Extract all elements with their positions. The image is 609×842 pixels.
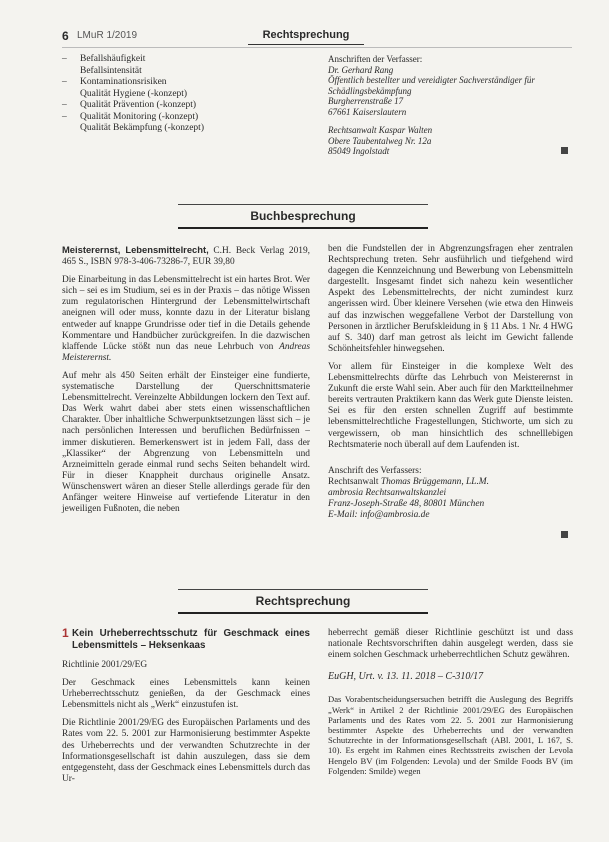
criteria-list-item	[62, 89, 302, 101]
address-line: E-Mail: info@ambrosia.de	[328, 510, 430, 521]
review-column-left	[62, 244, 310, 522]
page-top-rule	[62, 47, 572, 48]
reviewer-address	[328, 488, 573, 521]
case-leitsatz: Der Geschmack eines Lebensmittels kann keinen Urheberrechtsschutz genießen, da der Geschmack eines Lebensmittels nicht als „Werk“ einzustufen ist.	[62, 678, 310, 711]
address-heading: Anschriften der Verfasser:	[328, 54, 423, 64]
authors-address-block	[328, 54, 573, 157]
end-mark-icon	[561, 147, 568, 154]
list-dash: –	[62, 54, 67, 64]
case-heading	[62, 628, 310, 651]
running-section-title: Rechtsprechung	[262, 29, 350, 41]
list-dash	[62, 89, 80, 101]
criteria-list	[62, 54, 302, 135]
list-item-text: Qualität Prävention (-konzept)	[80, 100, 197, 110]
list-item-text: Qualität Bekämpfung (-konzept)	[80, 123, 204, 133]
criteria-list-item	[62, 112, 302, 124]
case-body-continued: heberrecht gemäß dieser Richtlinie geschützt ist und dass nationale Rechtsvorschriften dahin ausgelegt werden, dass sie einem solchen Geschmack urheberrechtlichen Schutz gewähren.	[328, 628, 573, 661]
reviewer-address-heading: Anschrift des Verfassers:	[328, 465, 422, 476]
list-dash: –	[62, 100, 67, 110]
address-line: 67661 Kaiserslautern	[328, 106, 407, 117]
address-author-1	[328, 65, 573, 118]
list-dash: –	[62, 111, 67, 122]
section-rule-bottom	[178, 227, 428, 229]
criteria-list-item	[62, 123, 302, 135]
page-number: 6	[62, 29, 69, 43]
address-line: Burgherrenstraße 17	[328, 96, 404, 106]
address-line: Dr. Gerhard Rang	[328, 64, 394, 75]
section-rule-top	[178, 204, 428, 205]
review-column-right	[328, 244, 573, 521]
criteria-list-item	[62, 77, 302, 89]
list-item-text: Qualität Hygiene (-konzept)	[80, 88, 188, 99]
review-paragraph-3: ben die Fundstellen der in Abgrenzungsfragen eher zentralen Rechtsprechung treten. Sehr ausführlich und tiefgehend wird dagegen die Kennzeichnung und Bewerbung von Lebensmitteln dargestellt. Insgesamt findet sich nahezu kein wesentlicher Aspekt des Lebensmittelrechts, der nicht zumindest kurz angerissen wird. Über kleinere Versehen (wie etwa den Hinweis auf das inzwischen weggefallene Verbot der Darstellung von Personen in ärztlicher Berufskleidung in § 11 Abs. 1 Nr. 4 HWG auf S. 340) darf man getrost als leicht im Gewicht fallende Schönheitsfehler hinwegsehen.	[328, 244, 573, 354]
reviewer-name: Rechtsanwalt Thomas Brüggemann, LL.M.	[328, 476, 489, 487]
section-title-buchbesprechung: Buchbesprechung	[250, 209, 356, 223]
list-dash	[62, 123, 80, 135]
criteria-list-item	[62, 100, 302, 112]
address-line: 85049 Ingolstadt	[328, 146, 390, 156]
review-paragraph-1: Die Einarbeitung in das Lebensmittelrecht ist ein hartes Brot. Wer sich – sei es im Studium, sei es in der Praxis – das nötige Wissen zum regulatorischen Hintergrund der Lebensmittelwirtschaft aneignen will oder muss, konnte dazu in der Literatur bislang entweder auf knappe Grundrisse oder tief in die Details gehende Kommentare und Handbücher zurückgreifen. In die dazwischen klaffende Lücke stößt nun das neue Lehrbuch von Andreas Meisterernst.	[62, 275, 310, 363]
address-author-2	[328, 125, 573, 157]
case-body: Die Richtlinie 2001/29/EG des Europäischen Parlaments und des Rates vom 22. 5. 2001 zur Harmonisierung bestimmter Aspekte des Urheberrechts und der verwandten Schutzrechte in der Informationsgesellschaft ist dahin auszulegen, dass sie dem entgegensteht, dass der Geschmack eines Lebensmittels durch das Ur-	[62, 718, 310, 784]
criteria-list-item	[62, 66, 302, 78]
section-title-rechtsprechung: Rechtsprechung	[255, 594, 351, 608]
section-rule-bottom	[178, 612, 428, 614]
case-column-left	[62, 628, 310, 792]
section-rule-top	[178, 589, 428, 590]
list-dash	[62, 66, 80, 78]
list-item-text: Befallsintensität	[80, 65, 142, 76]
address-line: ambrosia Rechtsanwaltskanzlei	[328, 487, 447, 498]
review-citation: Meisterernst, Lebensmittelrecht, C.H. Beck Verlag 2019, 465 S., ISBN 978-3-406-73286-7, EUR 39,80	[62, 244, 310, 268]
case-column-right	[328, 628, 573, 783]
address-line: Rechtsanwalt Kaspar Walten	[328, 125, 433, 135]
case-facts: Das Vorabentscheidungsersuchen betrifft die Auslegung des Begriffs „Werk“ in Artikel 2 der Richtlinie 2001/29/EG des Europäischen Parlaments und des Rates vom 22. 5. 2001 zur Harmonisierung bestimmter Aspekte des Urheberrechts und der verwandten Schutzrechte in der Informationsgesellschaft (ABl. 2001, L 167, S. 10). Es ergeht im Rahmen eines Rechtsstreits zwischen der Levola Hengelo BV (im Folgenden: Levola) und der Smilde Foods BV (im Folgenden: Smilde) wegen	[328, 694, 573, 776]
list-item-text: Kontaminationsrisiken	[80, 77, 167, 87]
address-line: Schädlingsbekämpfung	[328, 85, 412, 96]
list-item-text: Qualität Monitoring (-konzept)	[80, 111, 199, 122]
list-dash: –	[62, 77, 67, 87]
case-directive: Richtlinie 2001/29/EG	[62, 660, 148, 670]
court-citation: EuGH, Urt. v. 13. 11. 2018 – C-310/17	[328, 671, 484, 683]
review-paragraph-4: Vor allem für Einsteiger in die komplexe Welt des Lebensmittelrechts dürfte das Lehrbuch von Meisterernst in Zukunft die erste Wahl sein. Aber auch für den Marktteilnehmer bereits vertrauten Praktikern kann das Werk gute Dienste leisten. Sei es für den ersten schnellen Zugriff auf bestimmte lebensmittelrechtliche Fragestellungen, Stichworte, um sich zu vergewissern, ob man hinsichtlich des schnelllebigen Rechtsmaterie noch überall auf dem Laufenden ist.	[328, 361, 573, 450]
address-line: Franz-Joseph-Straße 48, 80801 München	[328, 498, 485, 509]
case-title: Kein Urheberrechtsschutz für Geschmack eines Lebensmittels – Heksenkaas	[72, 628, 310, 651]
case-number: 1	[62, 626, 69, 640]
criteria-list-item	[62, 54, 302, 66]
review-paragraph-2: Auf mehr als 450 Seiten erhält der Einsteiger eine fundierte, systematische Darstellung der Querschnittsmaterie Lebensmittelrecht. Vereinzelte Abbildungen lockern den Text auf. Das Werk wahrt dabei aber stets einen wissenschaftlichen Charakter. Über inhaltliche Schwerpunktsetzungen lässt sich – je nach persönlichen Interessen und beruflichen Bedürfnissen – immer diskutieren. Bemerkenswert ist in jedem Fall, dass der „Klassiker“ der Abgrenzung von Lebensmitteln und Arzneimitteln gerade einmal rund sechs Seiten behandelt wird. Für in dieser Knappheit durchaus originelle Ansatz. Wünschenswert wären an dieser Stelle allerdings gerade für den Anfänger weitere Hinweise auf vertiefende Literatur in den jeweiligen Fußnoten, die neben	[62, 370, 310, 515]
list-item-text: Befallshäufigkeit	[80, 54, 146, 64]
end-mark-icon	[561, 531, 568, 538]
address-line: Öffentlich bestellter und vereidigter Sachverständiger für	[328, 75, 535, 85]
header-rule	[248, 44, 364, 45]
journal-name: LMuR 1/2019	[77, 30, 138, 41]
address-line: Obere Taubentalweg Nr. 12a	[328, 135, 432, 146]
